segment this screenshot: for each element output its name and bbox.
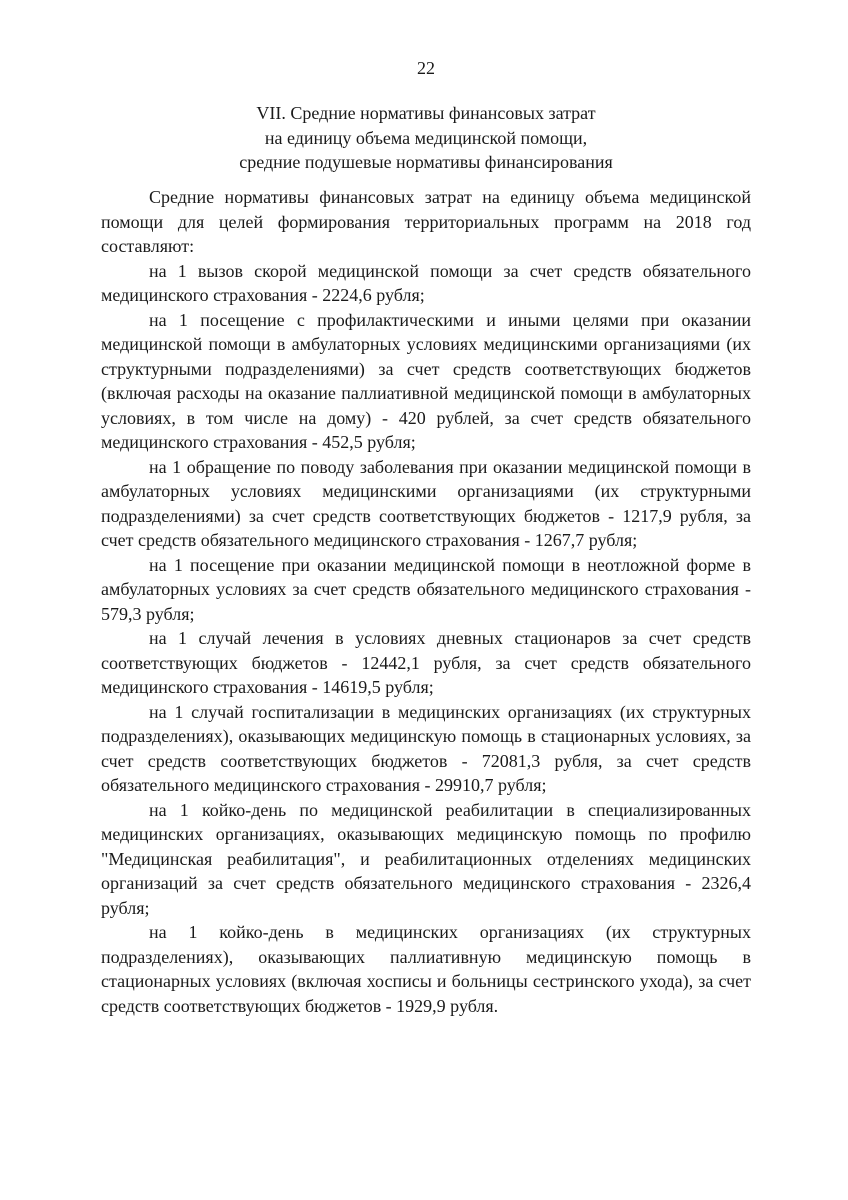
paragraph-day-hospital: на 1 случай лечения в условиях дневных стационаров за счет средств соответствующих бюджетов - 12442,1 рубля, за счет средств обязательного медицинского страхования - 14619,5 рубля;	[101, 628, 751, 697]
paragraph-ambulance-call: на 1 вызов скорой медицинской помощи за счет средств обязательного медицинского страхования - 2224,6 рубля;	[101, 260, 751, 305]
heading-line: средние подушевые нормативы финансирования	[239, 152, 613, 172]
heading-line: VII. Средние нормативы финансовых затрат	[256, 103, 596, 123]
section-heading	[101, 101, 751, 175]
heading-line: на единицу объема медицинской помощи,	[264, 127, 588, 148]
paragraph-disease-appeal: на 1 обращение по поводу заболевания при оказании медицинской помощи в амбулаторных условиях медицинскими организациями (их структурными подразделениями) за счет средств соответствующих бюджетов - 1217,9 рубля, за счет средств обязательного медицинского страхования - 1267,7 рубля;	[101, 456, 751, 550]
paragraph-hospitalization: на 1 случай госпитализации в медицинских организациях (их структурных подразделениях), оказывающих медицинскую помощь в стационарных условиях, за счет средств соответствующих бюджетов - 72081,3 рубля, за счет средств обязательного медицинского страхования - 29910,7 рубля;	[101, 701, 751, 795]
paragraph-preventive-visit: на 1 посещение с профилактическими и иными целями при оказании медицинской помощи в амбулаторных условиях медицинскими организациями (их структурными подразделениями) за счет средств соответствующих бюджетов (включая расходы на оказание паллиативной медицинской помощи в амбулаторных условиях, в том числе на дому) - 420 рублей, за счет средств обязательного медицинского страхования - 452,5 рубля;	[101, 309, 751, 452]
page-number: 22	[417, 58, 435, 78]
paragraph-emergency-visit: на 1 посещение при оказании медицинской помощи в неотложной форме в амбулаторных условиях за счет средств обязательного медицинского страхования - 579,3 рубля;	[101, 554, 751, 624]
paragraph-intro: Средние нормативы финансовых затрат на единицу объема медицинской помощи для целей формирования территориальных программ на 2018 год составляют:	[101, 187, 751, 256]
paragraph-palliative-care: на 1 койко-день в медицинских организациях (их структурных подразделениях), оказывающих паллиативную медицинскую помощь в стационарных условиях (включая хосписы и больницы сестринского ухода), за счет средств соответствующих бюджетов - 1929,9 рубля.	[101, 922, 751, 1016]
paragraph-rehabilitation: на 1 койко-день по медицинской реабилитации в специализированных медицинских организациях, оказывающих медицинскую помощь по профилю "Медицинская реабилитация", и реабилитационных отделениях медицинских организаций за счет средств обязательного медицинского страхования - 2326,4 рубля;	[101, 799, 751, 918]
document-body	[101, 185, 751, 1018]
